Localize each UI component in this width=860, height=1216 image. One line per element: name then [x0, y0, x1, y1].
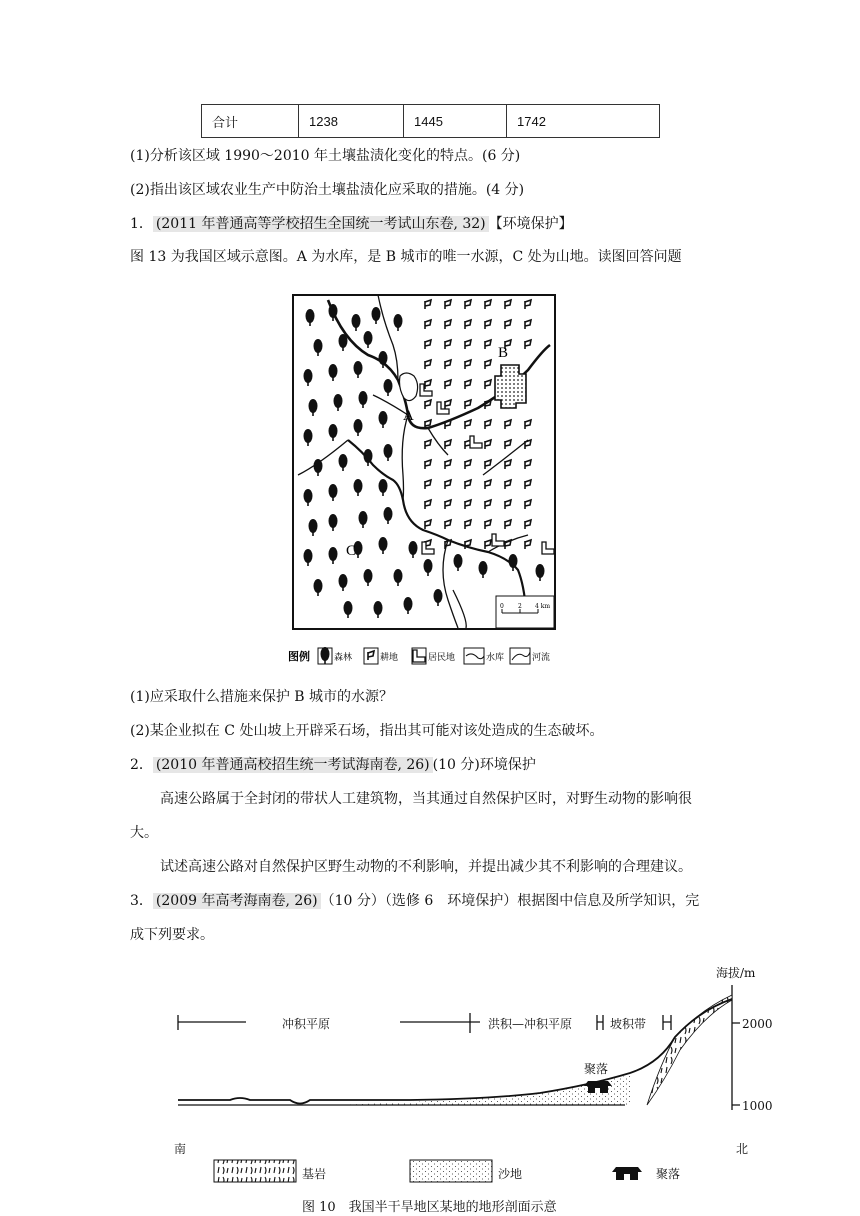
item-number: 2． [130, 757, 153, 773]
item-topic: 【环境保护】 [488, 216, 573, 232]
item-1-header [130, 214, 573, 234]
terrain-profile [160, 955, 800, 1215]
legend-bedrock-swatch [214, 1160, 296, 1182]
item-number: 3． [130, 893, 153, 909]
svg-text:耕地: 耕地 [380, 653, 399, 663]
item-source: (2009 年高考海南卷, 26) [153, 893, 321, 909]
item-2-header [130, 755, 536, 775]
tick-2000: 2000 [742, 1017, 773, 1031]
item-rest: （10 分）（选修 6 环境保护）根据图中信息及所学知识，完 [320, 893, 700, 909]
axis-ticks [732, 1023, 740, 1105]
question-prev-2: (2)指出该区域农业生产中防治土壤盐渍化应采取的措施。(4 分) [130, 182, 525, 198]
item-3-header [130, 891, 699, 911]
item-1-intro: 图 13 为我国区域示意图。A 为水库，是 B 城市的唯一水源，C 处为山地。读图回答问题 [130, 249, 682, 265]
svg-text:0: 0 [500, 603, 504, 610]
item-2-para1b: 大。 [130, 825, 158, 841]
item-source: (2011 年普通高等学校招生全国统一考试山东卷, 32) [153, 216, 489, 232]
south-label: 南 [174, 1142, 187, 1156]
zone-brackets [178, 1013, 671, 1033]
legend-sand-swatch [410, 1160, 492, 1182]
svg-text:水库: 水库 [486, 653, 505, 663]
legend-bedrock-label: 基岩 [302, 1167, 327, 1181]
table-row [202, 105, 660, 138]
table-cell: 合计 [202, 105, 299, 138]
settlement-icon [584, 1081, 612, 1093]
ground-surface [178, 999, 732, 1104]
zone-diluvial-plain: 洪积—冲积平原 [488, 1017, 573, 1031]
table-cell: 1238 [299, 105, 404, 138]
figure-caption: 图 10 我国半干旱地区某地的地形剖面示意 [302, 1200, 557, 1215]
legend-settlement-icon [612, 1167, 642, 1180]
bedrock-layer [647, 995, 732, 1105]
item-3-header-cont: 成下列要求。 [130, 927, 214, 943]
legend-title: 图例 [288, 650, 310, 663]
legend-settlement-label: 聚落 [656, 1167, 681, 1181]
item-1-q1: (1)应采取什么措施来保护 B 城市的水源？ [130, 689, 394, 705]
total-table [201, 104, 660, 138]
item-2-para2: 试述高速公路对自然保护区野生动物的不利影响，并提出减少其不利影响的合理建议。 [160, 859, 692, 875]
item-2-para1a: 高速公路属于全封闭的带状人工建筑物，当其通过自然保护区时，对野生动物的影响很 [160, 791, 692, 807]
question-prev-1: (1)分析该区域 1990～2010 年土壤盐渍化变化的特点。(6 分) [130, 148, 521, 164]
tick-1000: 1000 [742, 1099, 773, 1113]
svg-text:森林: 森林 [334, 653, 353, 663]
region-map [288, 290, 588, 670]
label-c: C [346, 543, 357, 559]
label-a: A [403, 408, 414, 424]
svg-text:2: 2 [518, 603, 522, 610]
scale-bar [496, 596, 554, 628]
label-b: B [498, 345, 509, 361]
legend-sand-label: 沙地 [498, 1167, 523, 1181]
svg-text:居民地: 居民地 [428, 653, 456, 663]
north-label: 北 [736, 1142, 749, 1156]
item-rest: (10 分)环境保护 [432, 757, 536, 773]
item-source: (2010 年普通高校招生统一考试海南卷, 26) [153, 757, 433, 773]
table-cell: 1445 [404, 105, 507, 138]
zone-slope-deposit: 坡积带 [610, 1017, 647, 1031]
zone-alluvial-plain: 冲积平原 [282, 1017, 331, 1031]
map-legend [288, 647, 550, 664]
map-frame [293, 295, 555, 629]
table-cell: 1742 [507, 105, 660, 138]
item-1-q2: (2)某企业拟在 C 处山坡上开辟采石场，指出其可能对该处造成的生态破坏。 [130, 723, 604, 739]
item-number: 1． [130, 216, 153, 232]
settlement-label: 聚落 [584, 1062, 609, 1076]
y-axis-unit: 海拔/m [716, 966, 756, 980]
svg-text:河流: 河流 [532, 653, 551, 663]
svg-text:4 km: 4 km [535, 603, 551, 610]
